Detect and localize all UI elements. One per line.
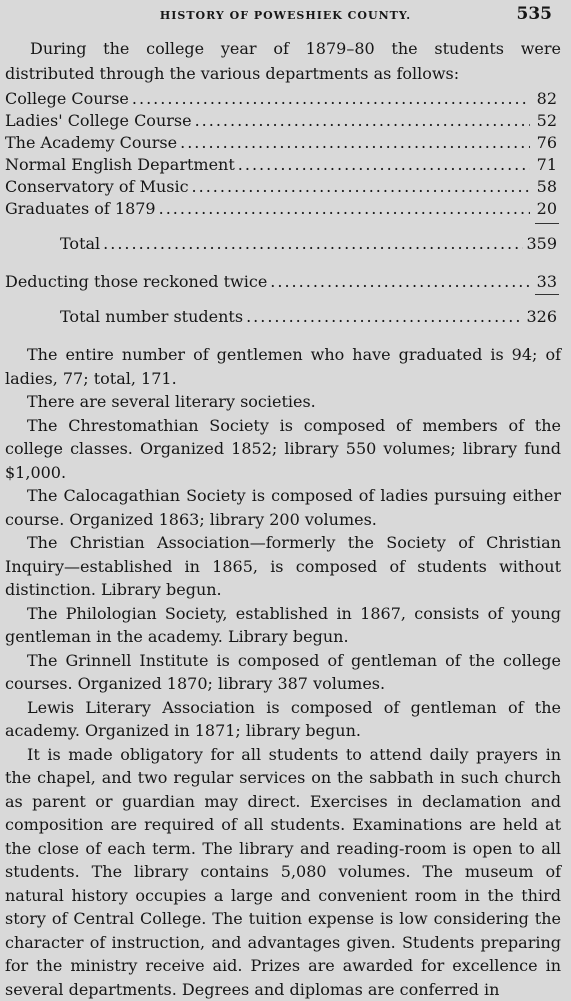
body-text [5, 343, 561, 1001]
paragraph: It is made obligatory for all students to attend daily prayers in the chapel, and two regular services on the sabbath in such church as parent or guardian may direct. Exercises in declamation and composition are required of all students. Examinations are held at the close of each term. The library and reading-room is open to all students. The library contains 5,080 volumes. The museum of natural history occupies a large and convenient room in the third story of Central College. The tuition expense is low considering the character of instruction, and advantages given. Students preparing for the ministry receive aid. Prizes are awarded for excellence in several departments. Degrees and diplomas are conferred in [5, 743, 561, 1001]
table-row [5, 155, 557, 177]
paragraph: The Philologian Society, established in 1867, consists of young gentleman in the academy. Library begun. [5, 602, 561, 649]
row-value: 52 [533, 111, 557, 130]
deduct-label: Deducting those reckoned twice [5, 272, 267, 291]
total-label: Total [60, 234, 100, 253]
running-header [0, 4, 571, 22]
leader-dots [159, 199, 530, 218]
running-title: HISTORY OF POWESHIEK COUNTY. [0, 9, 571, 22]
row-label: Ladies' College Course [5, 111, 192, 130]
leader-dots [103, 234, 523, 253]
paragraph: The entire number of gentlemen who have graduated is 94; of ladies, 77; total, 171. [5, 343, 561, 390]
paragraph: The Calocagathian Society is composed of ladies pursuing either course. Organized 1863; library 200 volumes. [5, 484, 561, 531]
deduct-value: 33 [533, 272, 557, 291]
sum-rule [535, 223, 559, 224]
final-total-value: 326 [526, 307, 557, 326]
row-label: Graduates of 1879 [5, 199, 156, 218]
row-label: The Academy Course [5, 133, 177, 152]
row-value: 82 [533, 89, 557, 108]
row-value: 20 [533, 199, 557, 218]
table-row [5, 133, 557, 155]
row-value: 76 [533, 133, 557, 152]
leader-dots [192, 177, 530, 196]
row-label: Normal English Department [5, 155, 235, 174]
row-value: 58 [533, 177, 557, 196]
deduct-row [5, 272, 557, 294]
paragraph: The Christian Association—formerly the Society of Christian Inquiry—established in 1865, is composed of students without distinction. Library begun. [5, 531, 561, 602]
paragraph: There are several literary societies. [5, 390, 561, 414]
row-value: 71 [533, 155, 557, 174]
leader-dots [238, 155, 530, 174]
leader-dots [270, 272, 530, 291]
leader-dots [132, 89, 530, 108]
total-value: 359 [526, 234, 557, 253]
total-row [60, 234, 557, 256]
table-row [5, 111, 557, 133]
sum-rule [535, 294, 559, 295]
table-row [5, 89, 557, 111]
paragraph: Lewis Literary Association is composed of gentleman of the academy. Organized in 1871; library begun. [5, 696, 561, 743]
leader-dots [246, 307, 523, 326]
paragraph: The Chrestomathian Society is composed of members of the college classes. Organized 1852; library 550 volumes; library fund $1,000. [5, 414, 561, 485]
row-label: College Course [5, 89, 129, 108]
table-row [5, 199, 557, 221]
row-label: Conservatory of Music [5, 177, 189, 196]
final-total-label: Total number students [60, 307, 243, 326]
paragraph: The Grinnell Institute is composed of gentleman of the college courses. Organized 1870; library 387 volumes. [5, 649, 561, 696]
leader-dots [195, 111, 530, 130]
page-number: 535 [517, 4, 553, 24]
final-total-row [60, 307, 557, 329]
intro-paragraph: During the college year of 1879–80 the students were distributed through the various departments as follows: [5, 36, 561, 86]
leader-dots [180, 133, 530, 152]
table-row [5, 177, 557, 199]
